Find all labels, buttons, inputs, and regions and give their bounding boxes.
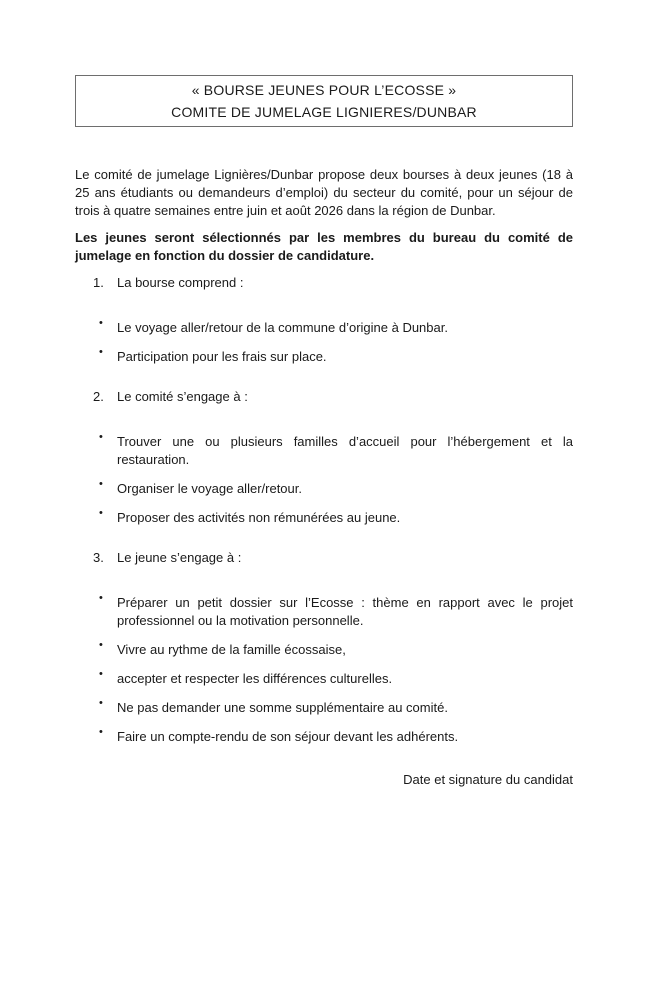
document-page xyxy=(0,75,650,995)
section-le-comite-sengage xyxy=(75,388,573,527)
bullet-item: • Organiser le voyage aller/retour. xyxy=(75,480,573,498)
bullet-item: • Vivre au rythme de la famille écossaise, xyxy=(75,641,573,659)
section-2-heading xyxy=(75,388,573,406)
bullet-item: • Faire un compte-rendu de son séjour devant les adhérents. xyxy=(75,728,573,746)
section-2-bullet-list xyxy=(75,433,573,527)
section-le-jeune-sengage xyxy=(75,549,573,746)
bullet-item: • Proposer des activités non rémunérées au jeune. xyxy=(75,509,573,527)
section-1-heading xyxy=(75,274,573,292)
section-la-bourse-comprend xyxy=(75,274,573,366)
section-1-number: 1. xyxy=(93,275,104,290)
bullet-item: • Participation pour les frais sur place. xyxy=(75,348,573,366)
bullet-item: • Trouver une ou plusieurs familles d’accueil pour l’hébergement et la restauration. xyxy=(75,433,573,469)
section-1-title: La bourse comprend : xyxy=(117,275,244,290)
bullet-item: • Préparer un petit dossier sur l’Ecosse : thème en rapport avec le projet professionnel ou la motivation personnelle. xyxy=(75,594,573,630)
bullet-item: • accepter et respecter les différences culturelles. xyxy=(75,670,573,688)
section-2-number: 2. xyxy=(93,389,104,404)
section-3-title: Le jeune s’engage à : xyxy=(117,550,242,565)
document-title-box xyxy=(75,75,573,127)
section-1-bullet-list xyxy=(75,319,573,366)
document-title: « BOURSE JEUNES POUR L’ECOSSE » xyxy=(191,82,457,98)
section-3-bullet-list xyxy=(75,594,573,746)
section-2-title: Le comité s’engage à : xyxy=(117,389,248,404)
document-subtitle: COMITE DE JUMELAGE LIGNIERES/DUNBAR xyxy=(171,104,477,120)
date-signature-line: Date et signature du candidat xyxy=(403,772,573,787)
section-3-number: 3. xyxy=(93,550,104,565)
intro-paragraph: Le comité de jumelage Lignières/Dunbar propose deux bourses à deux jeunes (18 à 25 ans étudiants ou demandeurs d’emploi) du secteur du comité, pour un séjour de trois à quatre semaines entre juin et août 2026 dans la région de Dunbar. xyxy=(75,167,573,218)
selection-note-paragraph: Les jeunes seront sélectionnés par les membres du bureau du comité de jumelage en fonction du dossier de candidature. xyxy=(75,230,573,263)
bullet-item: • Le voyage aller/retour de la commune d’origine à Dunbar. xyxy=(75,319,573,337)
bullet-item: • Ne pas demander une somme supplémentaire au comité. xyxy=(75,699,573,717)
section-3-heading xyxy=(75,549,573,567)
